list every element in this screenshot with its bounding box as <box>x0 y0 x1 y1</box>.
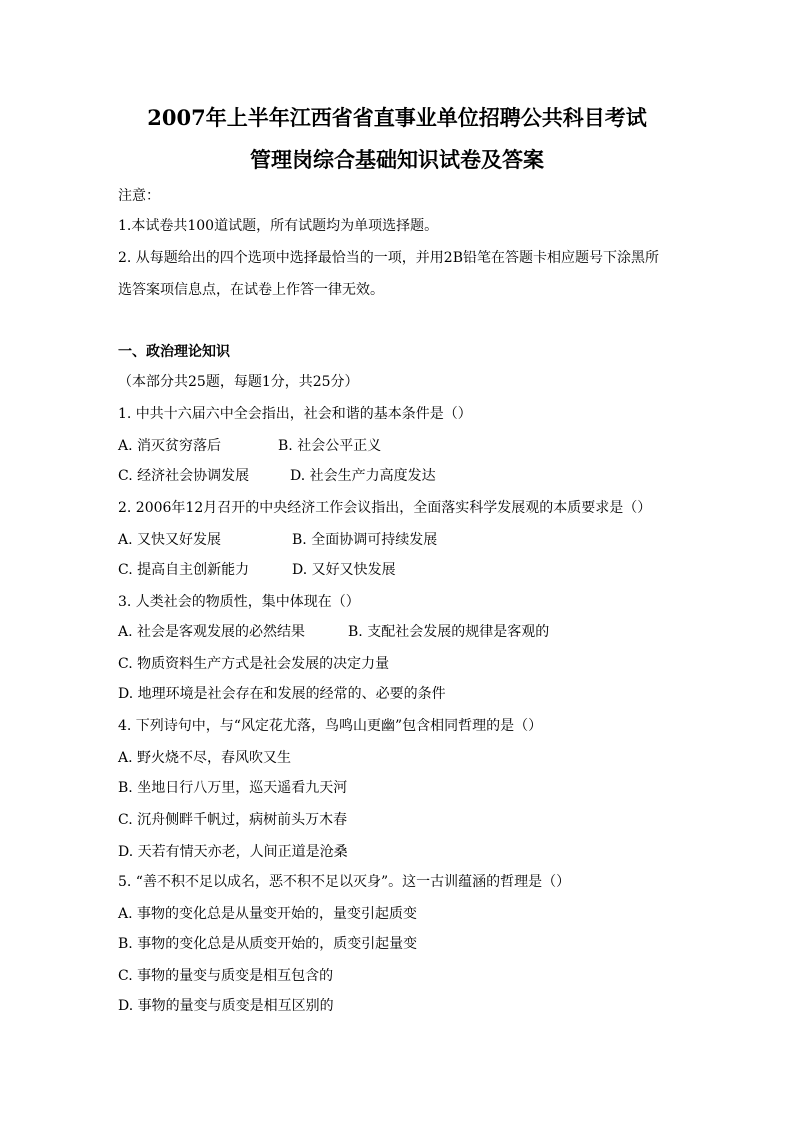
question-2-option-d: D. 又好又快发展 <box>292 562 396 578</box>
question-2-option-b: B. 全面协调可持续发展 <box>292 532 438 548</box>
question-4-option-b: B. 坐地日行八万里，巡天遥看九天河 <box>118 780 348 796</box>
question-1-stem: 1. 中共十六届六中全会指出，社会和谐的基本条件是（） <box>118 406 472 422</box>
question-5-option-d: D. 事物的量变与质变是相互区别的 <box>118 998 334 1014</box>
question-5-option-c: C. 事物的量变与质变是相互包含的 <box>118 968 334 984</box>
question-5-option-a: A. 事物的变化总是从量变开始的，量变引起质变 <box>118 906 418 922</box>
question-5-stem: 5. “善不积不足以成名，恶不积不足以灭身”。这一古训蕴涵的哲理是（） <box>118 874 571 890</box>
section-note: （本部分共25题，每题1分，共25分） <box>118 374 359 390</box>
question-4-option-d: D. 天若有情天亦老，人间正道是沧桑 <box>118 844 348 860</box>
notice-item-1: 1.本试卷共100道试题，所有试题均为单项选择题。 <box>118 218 439 234</box>
question-1-option-c: C. 经济社会协调发展 <box>118 468 250 484</box>
question-3-option-a: A. 社会是客观发展的必然结果 <box>118 624 306 640</box>
question-2-stem: 2. 2006年12月召开的中央经济工作会议指出，全面落实科学发展观的本质要求是（） <box>118 500 652 516</box>
question-3-option-c: C. 物质资料生产方式是社会发展的决定力量 <box>118 656 390 672</box>
question-1-option-b: B. 社会公平正义 <box>278 438 382 454</box>
question-3-option-b: B. 支配社会发展的规律是客观的 <box>348 624 550 640</box>
question-1-option-a: A. 消灭贫穷落后 <box>118 438 222 454</box>
document-title: 2007年上半年江西省省直事业单位招聘公共科目考试 <box>147 105 647 130</box>
question-4-option-c: C. 沉舟侧畔千帆过，病树前头万木春 <box>118 812 348 828</box>
question-4-option-a: A. 野火烧不尽，春风吹又生 <box>118 750 292 766</box>
question-4-stem: 4. 下列诗句中，与“风定花尤落，鸟鸣山更幽”包含相同哲理的是（） <box>118 718 543 734</box>
document-subtitle: 管理岗综合基础知识试卷及答案 <box>250 147 544 172</box>
notice-label: 注意： <box>118 188 160 204</box>
question-2-option-a: A. 又快又好发展 <box>118 532 222 548</box>
question-1-option-d: D. 社会生产力高度发达 <box>290 468 436 484</box>
section-heading: 一、政治理论知识 <box>118 344 230 360</box>
notice-item-2-line-1: 2. 从每题给出的四个选项中选择最恰当的一项，并用2B铅笔在答题卡相应题号下涂黑所 <box>118 250 660 266</box>
question-5-option-b: B. 事物的变化总是从质变开始的，质变引起量变 <box>118 936 418 952</box>
notice-item-2-line-2: 选答案项信息点，在试卷上作答一律无效。 <box>118 282 384 298</box>
question-2-option-c: C. 提高自主创新能力 <box>118 562 250 578</box>
question-3-option-d: D. 地理环境是社会存在和发展的经常的、必要的条件 <box>118 686 446 702</box>
question-3-stem: 3. 人类社会的物质性，集中体现在（） <box>118 594 360 610</box>
